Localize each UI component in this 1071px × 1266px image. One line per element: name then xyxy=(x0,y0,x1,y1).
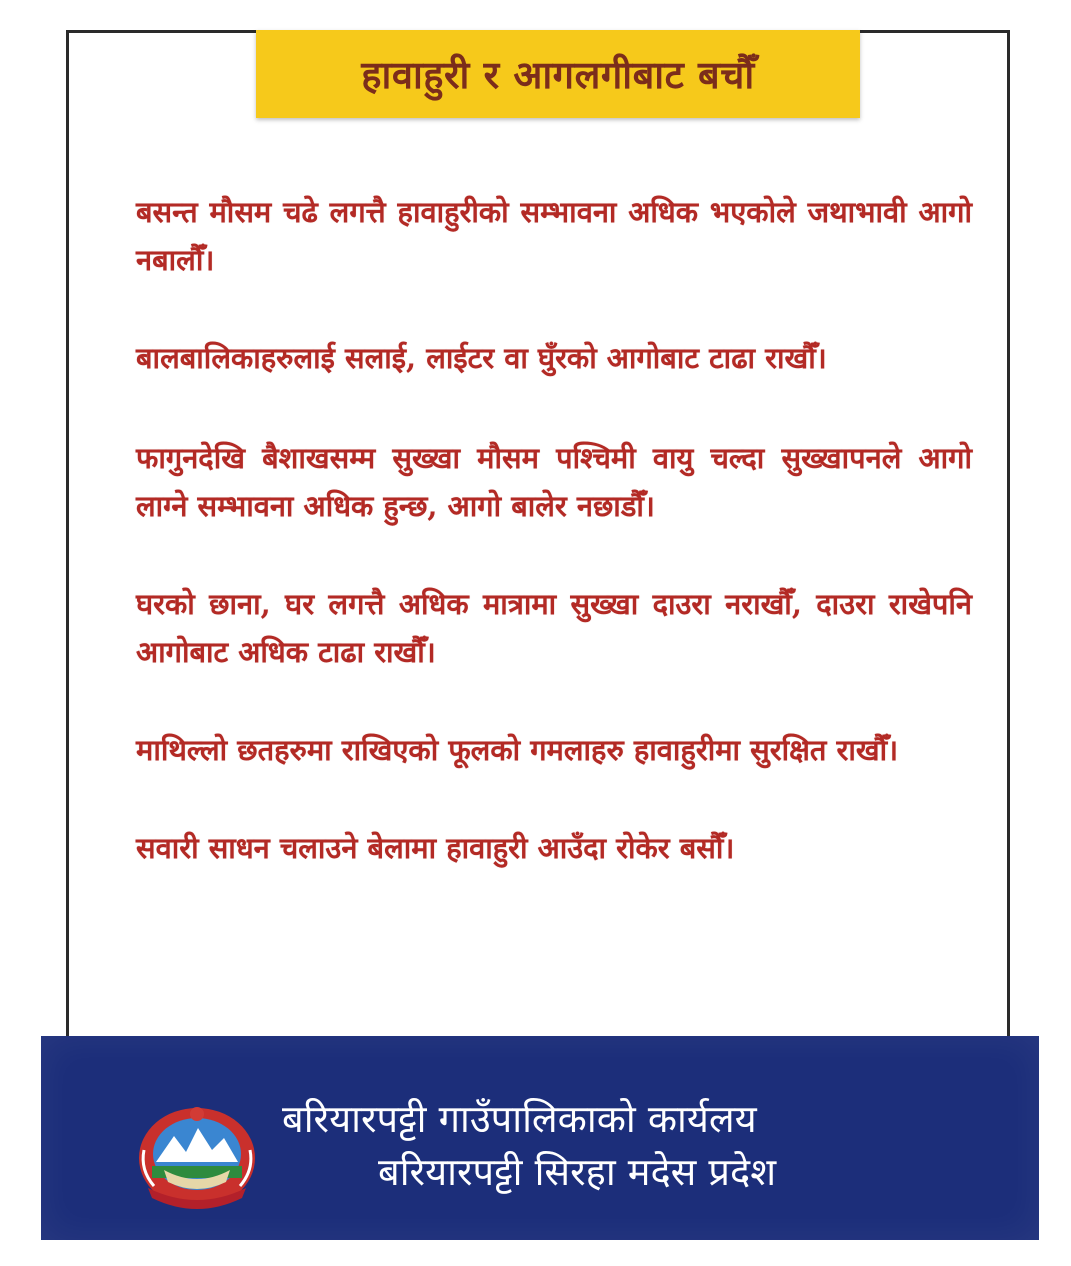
office-address: बरियारपट्टी सिरहा मदेस प्रदेश xyxy=(378,1150,777,1194)
advice-item: बसन्त मौसम चढे लगत्तै हावाहुरीको सम्भावना अधिक भएकोले जथाभावी आगो नबालौँ। xyxy=(136,195,972,277)
advice-item: बालबालिकाहरुलाई सलाई, लाईटर वा घुँरको आगोबाट टाढा राखौँ। xyxy=(136,341,827,375)
office-name: बरियारपट्टी गाउँपालिकाको कार्यलय xyxy=(282,1097,757,1141)
advice-item: सवारी साधन चलाउने बेलामा हावाहुरी आउँदा रोकेर बसौँ। xyxy=(136,831,735,865)
advice-list xyxy=(136,188,972,872)
nepal-government-emblem-icon xyxy=(134,1100,260,1212)
advice-item: घरको छाना, घर लगत्तै अधिक मात्रामा सुख्खा दाउरा नराखौँ, दाउरा राखेपनि आगोबाट अधिक टाढा राखौँ। xyxy=(136,587,972,669)
notice-title: हावाहुरी र आगलगीबाट बचौँ xyxy=(256,30,860,118)
advice-item: फागुनदेखि बैशाखसम्म सुख्खा मौसम पश्चिमी वायु चल्दा सुख्खापनले आगो लाग्ने सम्भावना अधिक हुन्छ, आगो बालेर नछाडौँ। xyxy=(136,441,972,523)
advice-item: माथिल्लो छतहरुमा राखिएको फूलको गमलाहरु हावाहुरीमा सुरक्षित राखौँ। xyxy=(136,733,899,767)
